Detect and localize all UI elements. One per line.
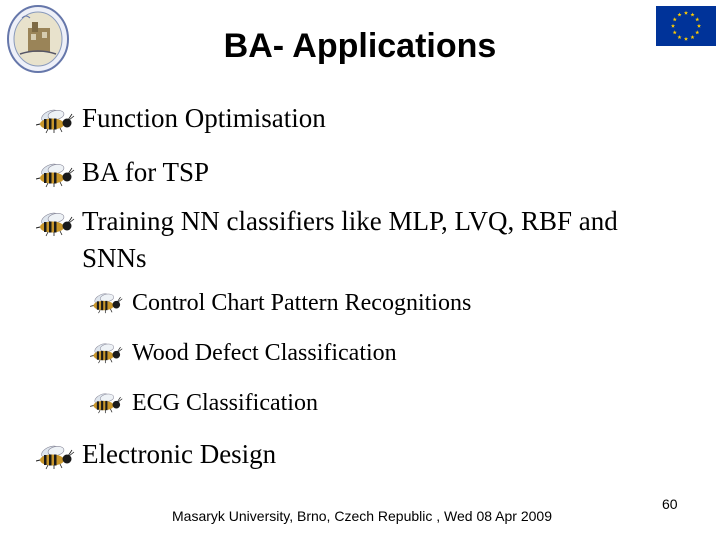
bee-icon — [90, 342, 124, 364]
bullet-text: BA for TSP — [82, 157, 210, 187]
footer-text: Masaryk University, Brno, Czech Republic , Wed 08 Apr 2009 — [172, 508, 552, 524]
bee-icon — [36, 211, 76, 237]
bullet-text: Function Optimisation — [82, 103, 326, 133]
sub-bullet-text: Control Chart Pattern Recognitions — [132, 290, 472, 316]
bee-icon — [90, 392, 124, 414]
bee-icon — [90, 292, 124, 314]
slide-title: BA- Applications — [223, 27, 497, 65]
bee-icon — [36, 162, 76, 188]
bee-icon — [36, 108, 76, 134]
sub-bullet-text: ECG Classification — [132, 390, 318, 416]
bullet-text: Training NN classifiers like MLP, LVQ, RBF and — [82, 206, 618, 236]
sub-bullet-text: Wood Defect Classification — [132, 340, 397, 366]
bullet-text-continuation: SNNs — [82, 243, 147, 273]
bee-icon — [36, 444, 76, 470]
page-number: 60 — [662, 496, 678, 512]
bullet-text: Electronic Design — [82, 439, 277, 469]
